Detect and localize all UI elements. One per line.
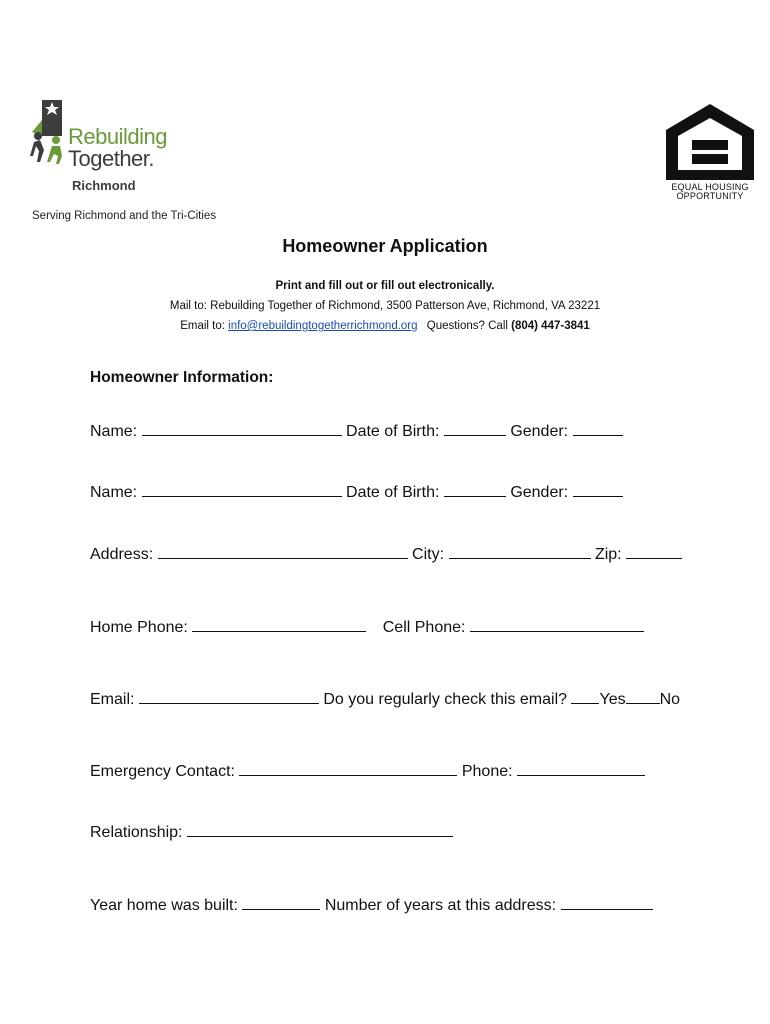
- logo-line-3: Richmond: [72, 178, 136, 193]
- address-input[interactable]: [158, 544, 408, 559]
- gender-input[interactable]: [573, 482, 623, 497]
- gender-input[interactable]: [573, 421, 623, 436]
- phone-number: (804) 447-3841: [511, 320, 590, 332]
- yes-label: Yes: [599, 691, 626, 708]
- year-built-label: Year home was built:: [90, 897, 238, 914]
- name-row-2: [90, 482, 623, 502]
- emergency-contact-input[interactable]: [239, 761, 457, 776]
- city-input[interactable]: [449, 544, 591, 559]
- yes-checkbox[interactable]: [571, 689, 599, 704]
- dob-input[interactable]: [444, 482, 506, 497]
- home-phone-label: Home Phone:: [90, 619, 188, 636]
- no-checkbox[interactable]: [626, 689, 660, 704]
- cell-phone-input[interactable]: [470, 617, 644, 632]
- emergency-contact-label: Emergency Contact:: [90, 763, 235, 780]
- dob-input[interactable]: [444, 421, 506, 436]
- section-title: Homeowner Information:: [90, 369, 274, 386]
- equal-housing-line-2: OPPORTUNITY: [676, 191, 744, 201]
- emergency-phone-input[interactable]: [517, 761, 645, 776]
- cell-phone-label: Cell Phone:: [382, 619, 466, 636]
- gender-label: Gender:: [510, 484, 569, 501]
- equal-housing-logo: [664, 102, 756, 202]
- equal-housing-line-1: EQUAL HOUSING: [671, 182, 749, 192]
- phone-row: [90, 617, 644, 637]
- relationship-input[interactable]: [187, 822, 453, 837]
- dob-label: Date of Birth:: [346, 423, 440, 440]
- years-at-address-label: Number of years at this address:: [324, 897, 557, 914]
- zip-input[interactable]: [626, 544, 682, 559]
- instructions: Print and fill out or fill out electronically.: [275, 280, 495, 292]
- home-phone-input[interactable]: [192, 617, 366, 632]
- emergency-row: [90, 761, 645, 781]
- zip-label: Zip:: [594, 546, 622, 563]
- name-row-1: [90, 421, 623, 441]
- serving-tagline: Serving Richmond and the Tri-Cities: [32, 210, 217, 222]
- email-label: Email:: [90, 691, 135, 708]
- emergency-phone-label: Phone:: [461, 763, 513, 780]
- years-at-address-input[interactable]: [561, 895, 653, 910]
- questions-prefix: Questions? Call: [426, 320, 508, 332]
- relationship-row: [90, 822, 453, 842]
- dob-label: Date of Birth:: [346, 484, 440, 501]
- address-row: [90, 544, 682, 564]
- city-label: City:: [412, 546, 445, 563]
- gender-label: Gender:: [510, 423, 569, 440]
- name-input[interactable]: [142, 421, 342, 436]
- address-label: Address:: [90, 546, 154, 563]
- logo-line-2: Together.: [68, 146, 155, 171]
- no-label: No: [659, 691, 681, 708]
- logo-line-1: Rebuilding: [68, 124, 167, 149]
- equal-housing-house-icon: [664, 102, 756, 180]
- contact-line: [0, 320, 770, 332]
- name-label: Name:: [90, 484, 138, 501]
- relationship-label: Relationship:: [90, 824, 183, 841]
- year-built-input[interactable]: [242, 895, 320, 910]
- mail-to-address: Mail to: Rebuilding Together of Richmond, 3500 Patterson Ave, Richmond, VA 23221: [169, 300, 601, 312]
- email-input[interactable]: [139, 689, 319, 704]
- email-row: [90, 689, 680, 709]
- rebuilding-together-logo: [28, 96, 188, 196]
- email-link[interactable]: info@rebuildingtogetherrichmond.org: [228, 320, 418, 332]
- email-prefix: Email to:: [180, 320, 225, 332]
- page-title: Homeowner Application: [282, 236, 488, 256]
- name-label: Name:: [90, 423, 138, 440]
- year-built-row: [90, 895, 653, 915]
- check-email-label: Do you regularly check this email?: [323, 691, 568, 708]
- logo-house-figure-icon: [28, 96, 68, 166]
- name-input[interactable]: [142, 482, 342, 497]
